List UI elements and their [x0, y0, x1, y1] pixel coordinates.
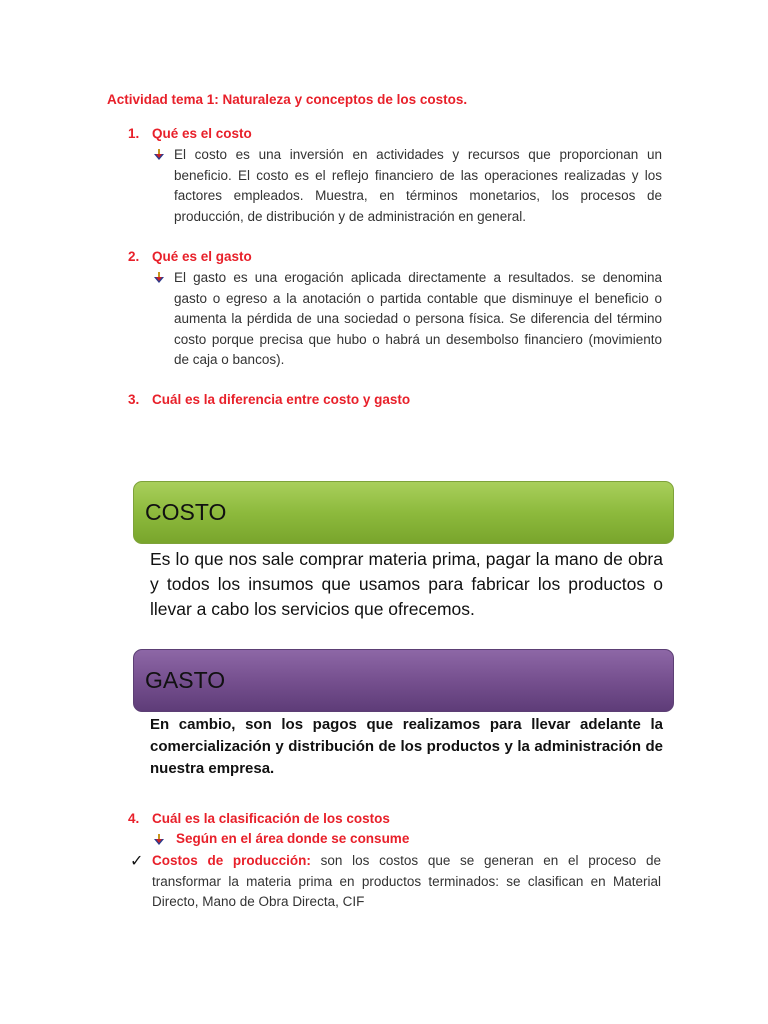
arrow-down-bullet-icon: [154, 272, 164, 284]
gasto-definition: En cambio, son los pagos que realizamos para llevar adelante la comercialización y distribución de los productos y la administración de nuestra empresa.: [150, 716, 663, 777]
question-3-number: 3.: [128, 392, 140, 407]
arrow-down-bullet-icon: [154, 149, 164, 161]
checkmark-icon: ✓: [130, 853, 144, 870]
gasto-banner: [133, 649, 674, 712]
question-3-label: Cuál es la diferencia entre costo y gasto: [152, 392, 411, 407]
question-3: [128, 392, 410, 407]
question-4-number: 4.: [128, 811, 140, 826]
question-1-number: 1.: [128, 126, 140, 141]
question-2: [128, 249, 252, 264]
question-4-label: Cuál es la clasificación de los costos: [152, 811, 390, 826]
answer-costo: El costo es una inversión en actividades y recursos que proporcionan un beneficio. El costo es el reflejo financiero de las operaciones realizadas y los factores empleados. Muestra, en términos monetarios, los procesos de producción, de distribución y de administración en general.: [174, 147, 662, 224]
gasto-title: GASTO: [145, 667, 226, 693]
answer-gasto: El gasto es una erogación aplicada directamente a resultados. se denomina gasto o egreso a la anotación o partida contable que disminuye el beneficio o aumenta la pérdida de una sociedad o persona física. Se diferencia del término costo porque precisa que hubo o habrá un desembolso financiero (movimiento de caja o bancos).: [174, 270, 662, 367]
costos-produccion-text: son los costos que se generan en el proceso de transformar la materia prima en productos terminados: se clasifican en Material Directo, Mano de Obra Directa, CIF: [152, 853, 661, 909]
costos-produccion-paragraph: [152, 851, 661, 913]
arrow-down-bullet-icon: [154, 834, 164, 846]
costo-title: COSTO: [145, 499, 227, 525]
question-2-label: Qué es el gasto: [152, 249, 252, 264]
document-heading: Actividad tema 1: Naturaleza y conceptos de los costos.: [107, 92, 468, 107]
costo-definition: Es lo que nos sale comprar materia prima, pagar la mano de obra y todos los insumos que usamos para fabricar los productos o llevar a cabo los servicios que ofrecemos.: [150, 549, 663, 619]
question-1-label: Qué es el costo: [152, 126, 252, 141]
question-2-number: 2.: [128, 249, 140, 264]
classification-sub-bullet: Según en el área donde se consume: [176, 831, 410, 846]
costo-banner: [133, 481, 674, 544]
question-1: [128, 126, 252, 141]
question-4: [128, 811, 390, 826]
costos-produccion-label: Costos de producción:: [152, 853, 311, 868]
